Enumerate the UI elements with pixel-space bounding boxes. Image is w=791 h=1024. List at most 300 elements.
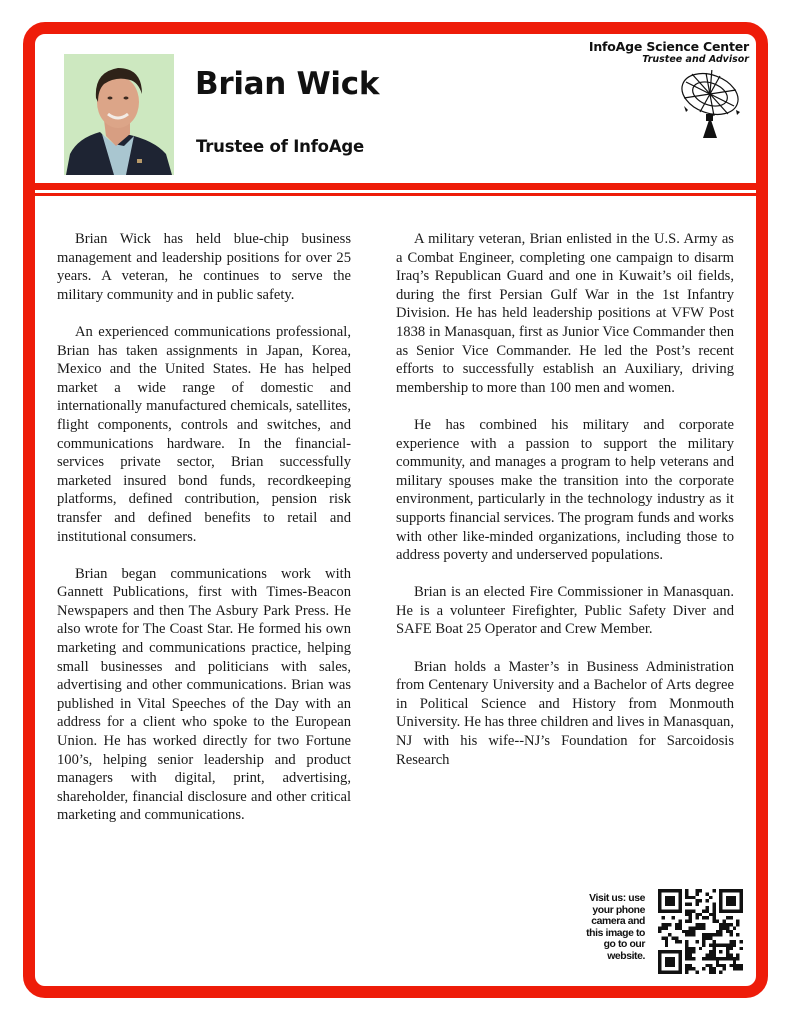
qr-module	[678, 920, 681, 923]
qr-module	[661, 971, 664, 974]
qr-module	[716, 943, 719, 946]
qr-module	[685, 896, 688, 899]
qr-module	[685, 933, 688, 936]
qr-module	[658, 957, 661, 960]
qr-module	[685, 954, 688, 957]
bio-right-column	[396, 230, 734, 788]
qr-module	[682, 930, 685, 933]
qr-module	[661, 950, 664, 953]
qr-module	[685, 964, 688, 967]
qr-module	[706, 909, 709, 912]
qr-module	[723, 889, 726, 892]
header-divider-thin	[35, 193, 756, 196]
qr-module	[726, 909, 729, 912]
qr-module	[702, 940, 705, 943]
qr-module	[723, 957, 726, 960]
qr-module	[712, 903, 715, 906]
qr-module	[719, 903, 722, 906]
qr-module	[702, 909, 705, 912]
qr-module	[665, 957, 668, 960]
qr-module	[729, 943, 732, 946]
qr-module	[706, 964, 709, 967]
qr-module	[726, 923, 729, 926]
bio-paragraph: He has combined his military and corporate experience with a passion to support the military community, and manages a program to help veterans and military spouses make the transition into the corporate environment, particularly in the technology industry as it supports financial services. The program funds and works with other like-minded organizations, including those to address poverty and underserved populations.	[396, 416, 734, 564]
qr-module	[719, 930, 722, 933]
qr-module	[689, 933, 692, 936]
person-name: Brian Wick	[195, 66, 380, 102]
qr-module	[692, 933, 695, 936]
qr-module	[733, 967, 736, 970]
qr-module	[729, 933, 732, 936]
qr-module	[736, 954, 739, 957]
qr-module	[719, 957, 722, 960]
qr-module	[665, 903, 668, 906]
qr-module	[675, 909, 678, 912]
qr-module	[665, 926, 668, 929]
qr-module	[689, 950, 692, 953]
qr-module	[675, 889, 678, 892]
qr-module	[665, 943, 668, 946]
qr-module	[678, 909, 681, 912]
qr-module	[678, 899, 681, 902]
qr-module	[678, 954, 681, 957]
qr-module	[723, 943, 726, 946]
qr-module	[668, 971, 671, 974]
bio-paragraph: Brian is an elected Fire Commissioner in Manasquan. He is a volunteer Firefighter, Public Safety Diver and SAFE Boat 25 Operator and Crew Member.	[396, 584, 734, 638]
qr-module	[678, 889, 681, 892]
qr-module	[685, 947, 688, 950]
qr-module	[723, 967, 726, 970]
qr-module	[709, 964, 712, 967]
qr-module	[665, 960, 668, 963]
qr-module	[729, 909, 732, 912]
qr-module	[712, 940, 715, 943]
qr-module	[678, 950, 681, 953]
qr-module	[689, 967, 692, 970]
qr-module	[668, 896, 671, 899]
qr-module	[668, 957, 671, 960]
qr-module	[658, 899, 661, 902]
qr-module	[685, 967, 688, 970]
qr-module	[695, 916, 698, 919]
qr-module	[736, 967, 739, 970]
qr-module	[672, 896, 675, 899]
qr-module	[699, 913, 702, 916]
qr-module	[740, 940, 743, 943]
qr-module	[723, 926, 726, 929]
qr-module	[675, 940, 678, 943]
qr-module	[699, 889, 702, 892]
qr-module	[665, 889, 668, 892]
qr-module	[719, 964, 722, 967]
qr-module	[668, 923, 671, 926]
bio-paragraph: An experienced communications professional, Brian has taken assignments in Japan, Korea, Mexico and the United States. He has helped market a wide range of domestic and internationally manufactured chemicals, satellites, flight components, controls and switches, and communications hardware. In the financial-services private sector, Brian successfully marketed insured bond funds, recordkeeping platforms, defined contribution, pension risk transfer and defined benefits to retail and institutional consumers.	[57, 323, 351, 545]
qr-module	[733, 940, 736, 943]
qr-module	[658, 950, 661, 953]
qr-module	[675, 923, 678, 926]
qr-module	[668, 933, 671, 936]
qr-module	[668, 899, 671, 902]
qr-module	[716, 920, 719, 923]
qr-code-icon[interactable]	[658, 889, 743, 974]
qr-module	[689, 954, 692, 957]
qr-module	[729, 923, 732, 926]
bio-paragraph: Brian holds a Master’s in Business Administration from Centenary University and a Bachelor of Arts degree in Political Science and History from Monmouth University. He has three children and lives in Manasquan, NJ with his wife--NJ’s Foundation for Sarcoidosis Research	[396, 658, 734, 768]
qr-module	[726, 899, 729, 902]
qr-module	[678, 923, 681, 926]
qr-module	[689, 916, 692, 919]
qr-module	[658, 903, 661, 906]
qr-module	[712, 916, 715, 919]
portrait-photo-illustration	[64, 54, 174, 175]
qr-module	[661, 923, 664, 926]
qr-module	[661, 937, 664, 940]
qr-module	[729, 964, 732, 967]
qr-module	[668, 950, 671, 953]
qr-module	[740, 903, 743, 906]
qr-module	[678, 964, 681, 967]
qr-module	[712, 909, 715, 912]
qr-module	[665, 899, 668, 902]
qr-module	[665, 971, 668, 974]
qr-module	[658, 896, 661, 899]
qr-module	[695, 899, 698, 902]
qr-module	[716, 960, 719, 963]
qr-module	[706, 954, 709, 957]
qr-module	[699, 899, 702, 902]
qr-module	[692, 947, 695, 950]
qr-module	[658, 892, 661, 895]
qr-module	[678, 967, 681, 970]
organization-name: InfoAge Science Center	[588, 39, 749, 54]
qr-module	[672, 916, 675, 919]
qr-module	[709, 954, 712, 957]
qr-module	[712, 906, 715, 909]
qr-module	[733, 889, 736, 892]
qr-module	[716, 933, 719, 936]
qr-module	[712, 889, 715, 892]
qr-module	[733, 899, 736, 902]
qr-module	[726, 903, 729, 906]
qr-module	[726, 957, 729, 960]
qr-module	[699, 923, 702, 926]
qr-module	[712, 950, 715, 953]
qr-module	[736, 964, 739, 967]
qr-module	[719, 889, 722, 892]
qr-module	[733, 964, 736, 967]
qr-module	[689, 930, 692, 933]
qr-module	[706, 957, 709, 960]
qr-module	[740, 909, 743, 912]
qr-module	[678, 906, 681, 909]
qr-module	[719, 923, 722, 926]
qr-module	[712, 957, 715, 960]
qr-module	[719, 971, 722, 974]
qr-module	[692, 930, 695, 933]
qr-module	[685, 892, 688, 895]
qr-module	[658, 909, 661, 912]
qr-module	[726, 954, 729, 957]
qr-module	[695, 889, 698, 892]
qr-module	[685, 957, 688, 960]
qr-module	[709, 913, 712, 916]
qr-module	[668, 903, 671, 906]
qr-module	[733, 943, 736, 946]
qr-module	[658, 967, 661, 970]
qr-module	[685, 940, 688, 943]
qr-module	[740, 906, 743, 909]
qr-module	[702, 926, 705, 929]
qr-module	[712, 954, 715, 957]
qr-module	[723, 909, 726, 912]
bio-paragraph: Brian began communications work with Gannett Publications, first with Times-Beacon Newspapers and then The Asbury Park Press. He also wrote for The Coast Star. He formed his own marketing and communications practice, helping small businesses and politicians with sales, advertising and other communications. Brian was published in Vital Speeches of the Day with an address for a client who spoke to the European Union. He has worked directly for two Fortune 100’s, helping senior leadership and product managers with digital, print, advertising, shareholder, financial disclosure and other critical marketing and communications.	[57, 565, 351, 824]
qr-module	[706, 916, 709, 919]
qr-module	[678, 971, 681, 974]
qr-module	[668, 960, 671, 963]
qr-module	[733, 909, 736, 912]
qr-module	[716, 957, 719, 960]
qr-module	[706, 937, 709, 940]
qr-module	[706, 906, 709, 909]
qr-module	[726, 930, 729, 933]
qr-module	[740, 896, 743, 899]
qr-module	[672, 950, 675, 953]
qr-module	[709, 933, 712, 936]
qr-module	[709, 937, 712, 940]
qr-module	[726, 896, 729, 899]
qr-module	[706, 933, 709, 936]
qr-module	[729, 930, 732, 933]
qr-module	[665, 940, 668, 943]
qr-module	[719, 933, 722, 936]
qr-module	[740, 892, 743, 895]
qr-module	[706, 892, 709, 895]
qr-module	[672, 964, 675, 967]
qr-module	[685, 930, 688, 933]
qr-module	[689, 947, 692, 950]
qr-module	[699, 926, 702, 929]
visit-website-text: Visit us: use your phone camera and this image to go to our website.	[586, 893, 645, 962]
qr-module	[719, 899, 722, 902]
qr-module	[723, 920, 726, 923]
qr-module	[695, 940, 698, 943]
qr-module	[695, 971, 698, 974]
qr-module	[678, 940, 681, 943]
qr-module	[709, 943, 712, 946]
qr-module	[661, 909, 664, 912]
qr-module	[675, 971, 678, 974]
qr-module	[689, 957, 692, 960]
qr-module	[706, 899, 709, 902]
qr-module	[736, 933, 739, 936]
qr-module	[709, 967, 712, 970]
qr-module	[729, 896, 732, 899]
qr-module	[661, 926, 664, 929]
qr-module	[736, 957, 739, 960]
qr-module	[692, 957, 695, 960]
qr-module	[740, 947, 743, 950]
qr-module	[716, 930, 719, 933]
qr-module	[729, 957, 732, 960]
qr-module	[675, 926, 678, 929]
qr-module	[672, 909, 675, 912]
qr-module	[675, 950, 678, 953]
qr-module	[668, 889, 671, 892]
qr-module	[665, 896, 668, 899]
qr-module	[712, 967, 715, 970]
qr-module	[678, 903, 681, 906]
qr-module	[709, 957, 712, 960]
qr-module	[672, 903, 675, 906]
qr-module	[719, 950, 722, 953]
qr-module	[733, 960, 736, 963]
qr-module	[716, 964, 719, 967]
qr-module	[733, 957, 736, 960]
bio-paragraph: A military veteran, Brian enlisted in the U.S. Army as a Combat Engineer, completing one campaign to disarm Iraq’s Republican Guard and one in Kuwait’s oil fields, during the first Persian Gulf War in the 1st Infantry Division. He has held leadership positions at VFW Post 1838 in Manasquan, first as Junior Vice Commander then as Senior Vice Commander. He led the Post’s recent efforts to successfully establish an Auxiliary, driving membership to more than 100 men and women.	[396, 231, 734, 396]
qr-module	[685, 971, 688, 974]
qr-module	[740, 964, 743, 967]
qr-module	[709, 971, 712, 974]
qr-module	[733, 926, 736, 929]
qr-module	[685, 920, 688, 923]
qr-module	[702, 933, 705, 936]
qr-module	[709, 896, 712, 899]
qr-module	[726, 950, 729, 953]
qr-module	[692, 967, 695, 970]
qr-module	[689, 909, 692, 912]
qr-module	[702, 923, 705, 926]
qr-module	[740, 967, 743, 970]
qr-module	[702, 943, 705, 946]
qr-module	[689, 903, 692, 906]
qr-module	[726, 889, 729, 892]
qr-module	[658, 971, 661, 974]
person-role: Trustee of InfoAge	[196, 137, 364, 156]
qr-module	[712, 933, 715, 936]
qr-module	[668, 909, 671, 912]
qr-module	[712, 971, 715, 974]
qr-module	[672, 937, 675, 940]
qr-module	[672, 889, 675, 892]
qr-module	[692, 926, 695, 929]
portrait-photo	[64, 54, 174, 175]
qr-module	[729, 940, 732, 943]
qr-module	[685, 889, 688, 892]
qr-module	[729, 916, 732, 919]
qr-module	[712, 943, 715, 946]
qr-module	[689, 926, 692, 929]
qr-module	[668, 964, 671, 967]
qr-module	[729, 954, 732, 957]
qr-module	[719, 943, 722, 946]
qr-module	[672, 960, 675, 963]
qr-module	[699, 947, 702, 950]
qr-module	[695, 903, 698, 906]
qr-module	[678, 957, 681, 960]
qr-module	[661, 916, 664, 919]
qr-module	[678, 926, 681, 929]
bio-left-column	[57, 230, 351, 844]
qr-module	[723, 964, 726, 967]
qr-module	[658, 954, 661, 957]
qr-module	[661, 889, 664, 892]
qr-module	[695, 913, 698, 916]
qr-module	[658, 964, 661, 967]
qr-module	[665, 950, 668, 953]
qr-module	[685, 913, 688, 916]
qr-module	[712, 913, 715, 916]
organization-subtitle: Trustee and Advisor	[642, 54, 749, 65]
qr-module	[719, 909, 722, 912]
qr-module	[665, 923, 668, 926]
qr-module	[733, 896, 736, 899]
qr-module	[678, 896, 681, 899]
qr-module	[689, 920, 692, 923]
qr-module	[719, 896, 722, 899]
qr-module	[685, 943, 688, 946]
qr-module	[702, 957, 705, 960]
qr-module	[692, 909, 695, 912]
qr-module	[692, 896, 695, 899]
qr-module	[733, 903, 736, 906]
qr-module	[665, 937, 668, 940]
qr-module	[678, 892, 681, 895]
qr-module	[672, 971, 675, 974]
qr-module	[729, 889, 732, 892]
header-divider-thick	[35, 183, 756, 190]
qr-module	[736, 920, 739, 923]
qr-module	[740, 899, 743, 902]
qr-module	[685, 909, 688, 912]
qr-module	[685, 903, 688, 906]
qr-module	[685, 950, 688, 953]
qr-module	[702, 916, 705, 919]
qr-module	[719, 906, 722, 909]
qr-module	[729, 899, 732, 902]
bio-paragraph: Brian Wick has held blue-chip business management and leadership positions for over 25 years. A veteran, he continues to serve the military community and in public safety.	[57, 231, 351, 303]
qr-module	[658, 906, 661, 909]
qr-module	[689, 896, 692, 899]
qr-module	[658, 926, 661, 929]
qr-module	[695, 923, 698, 926]
qr-module	[719, 892, 722, 895]
qr-module	[658, 960, 661, 963]
qr-module	[695, 892, 698, 895]
qr-module	[665, 964, 668, 967]
qr-module	[672, 957, 675, 960]
qr-module	[702, 937, 705, 940]
qr-module	[678, 960, 681, 963]
qr-module	[658, 889, 661, 892]
qr-module	[729, 903, 732, 906]
radio-telescope-dish-icon	[680, 70, 746, 140]
qr-module	[689, 913, 692, 916]
qr-module	[712, 947, 715, 950]
qr-module	[726, 947, 729, 950]
qr-module	[736, 923, 739, 926]
qr-module	[692, 950, 695, 953]
organization-block	[589, 39, 749, 65]
qr-module	[675, 937, 678, 940]
qr-module	[719, 926, 722, 929]
qr-module	[672, 899, 675, 902]
qr-module	[723, 923, 726, 926]
qr-module	[729, 947, 732, 950]
qr-module	[689, 964, 692, 967]
qr-module	[658, 930, 661, 933]
qr-module	[726, 943, 729, 946]
qr-module	[695, 926, 698, 929]
